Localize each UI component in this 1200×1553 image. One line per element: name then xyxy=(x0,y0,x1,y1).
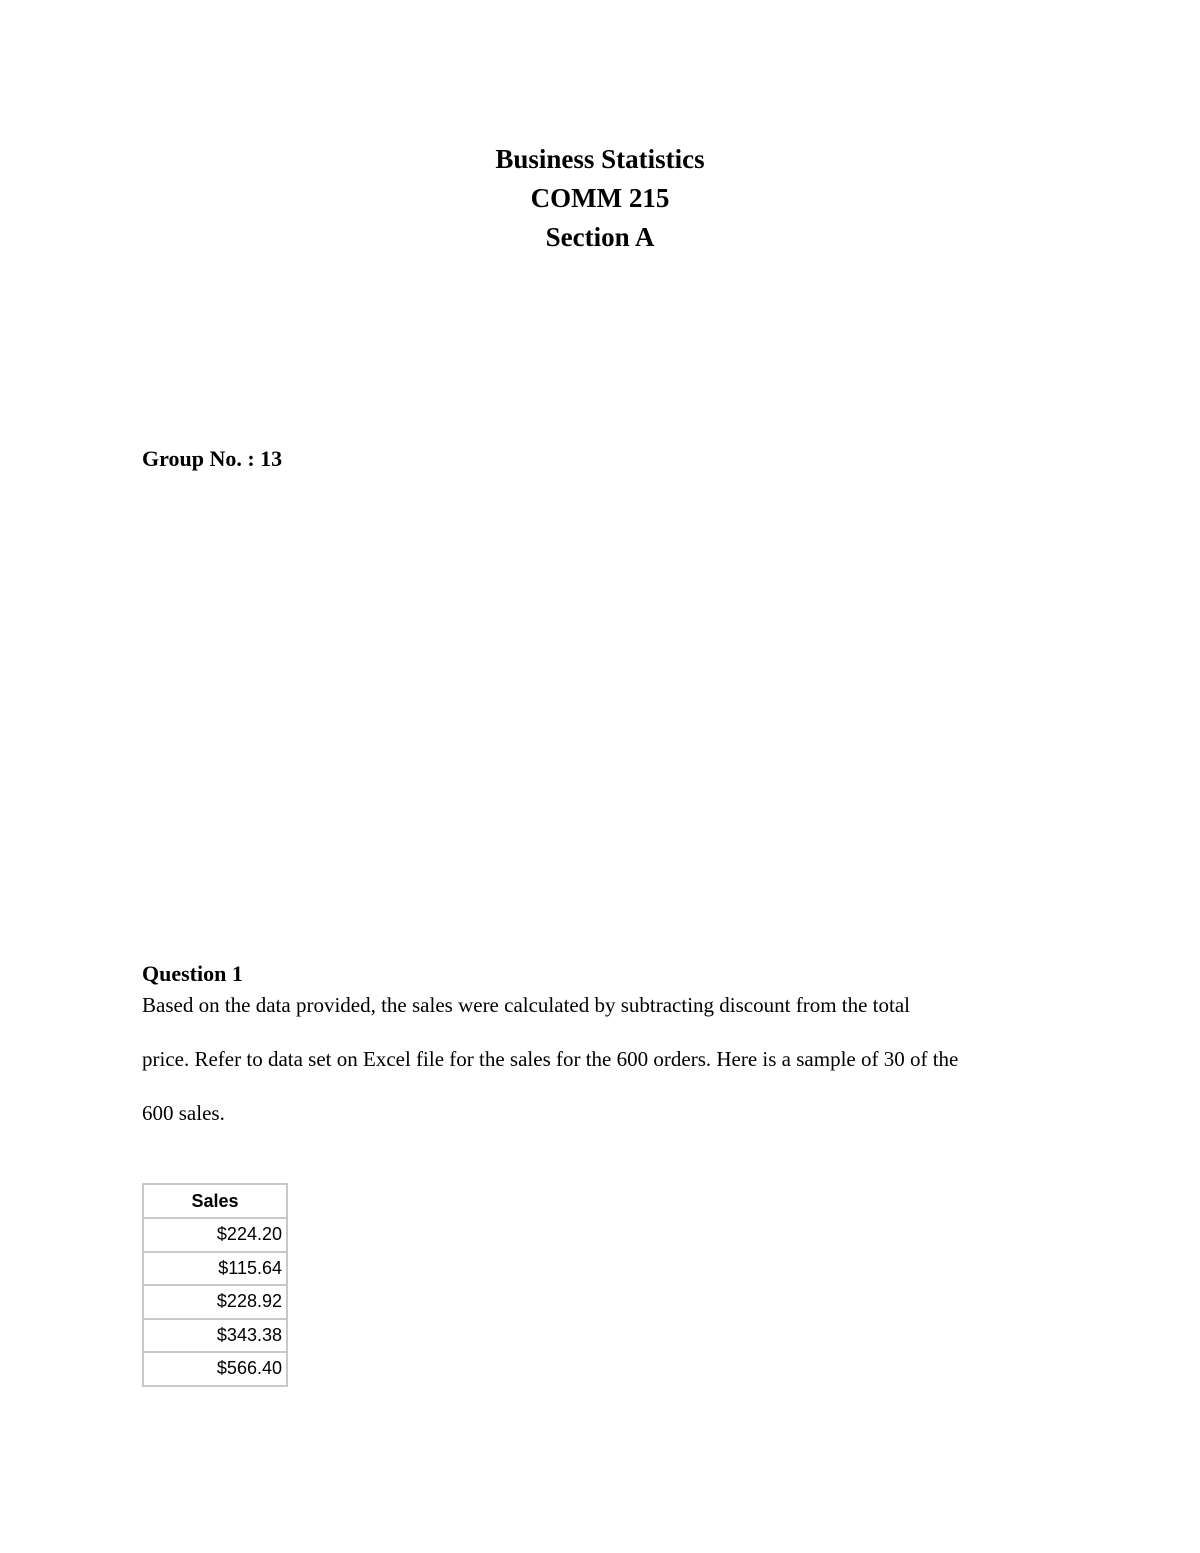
sales-cell: $343.38 xyxy=(143,1319,287,1353)
question-1-heading: Question 1 xyxy=(142,961,243,986)
sales-cell: $115.64 xyxy=(143,1252,287,1286)
course-section: Section A xyxy=(545,222,655,252)
question-1-body xyxy=(142,978,1072,1140)
title-block xyxy=(0,140,1200,257)
question-1-line-1: Based on the data provided, the sales were calculated by subtracting discount from the total xyxy=(142,993,911,1017)
table-row xyxy=(143,1218,287,1252)
table-row xyxy=(143,1252,287,1286)
table-row xyxy=(143,1319,287,1353)
sales-table-header-row xyxy=(143,1184,287,1218)
table-row xyxy=(143,1285,287,1319)
question-1-line-3: 600 sales. xyxy=(142,1101,225,1125)
sales-cell: $228.92 xyxy=(143,1285,287,1319)
course-title: Business Statistics xyxy=(495,144,705,174)
sales-column-header: Sales xyxy=(143,1184,287,1218)
sales-table xyxy=(142,1183,288,1387)
table-row xyxy=(143,1352,287,1386)
sales-cell: $224.20 xyxy=(143,1218,287,1252)
course-code: COMM 215 xyxy=(530,183,670,213)
sales-cell: $566.40 xyxy=(143,1352,287,1386)
group-number: Group No. : 13 xyxy=(142,446,283,471)
question-1-line-2: price. Refer to data set on Excel file for the sales for the 600 orders. Here is a sample of 30 of the xyxy=(142,1047,959,1071)
